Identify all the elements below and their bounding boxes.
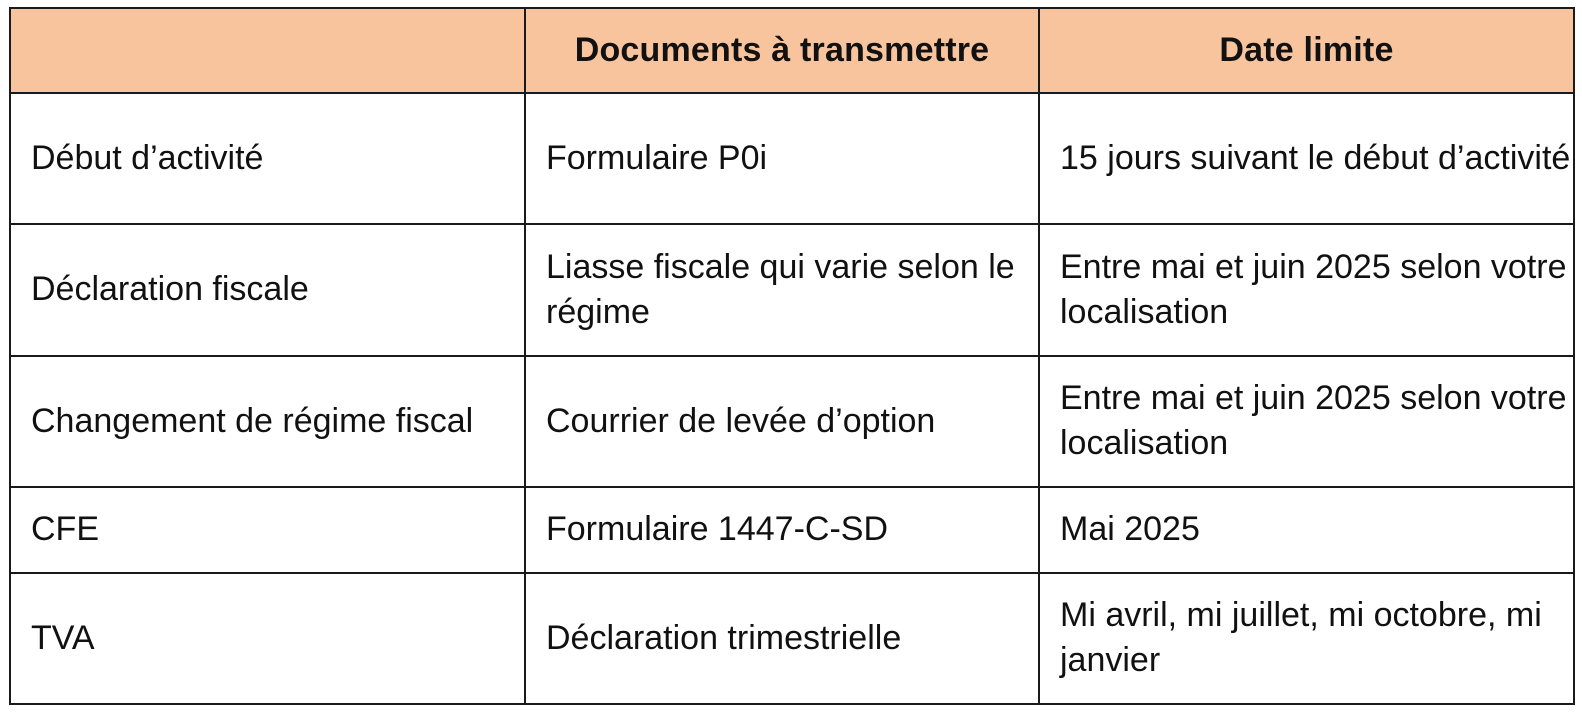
table-body (10, 93, 1574, 704)
cell-documents: Formulaire P0i (525, 93, 1039, 224)
cell-documents: Liasse fiscale qui varie selon le régime (525, 224, 1039, 355)
cell-deadline: Entre mai et juin 2025 selon votre localisation (1039, 356, 1574, 487)
cell-step: TVA (10, 573, 525, 704)
cell-step: Début d’activité (10, 93, 525, 224)
cell-step: Changement de régime fiscal (10, 356, 525, 487)
table-row (10, 93, 1574, 224)
cell-documents: Courrier de levée d’option (525, 356, 1039, 487)
cell-deadline: Entre mai et juin 2025 selon votre localisation (1039, 224, 1574, 355)
cell-documents: Formulaire 1447-C-SD (525, 487, 1039, 573)
cell-step: CFE (10, 487, 525, 573)
cell-deadline: Mai 2025 (1039, 487, 1574, 573)
table-row (10, 356, 1574, 487)
header-cell-empty (10, 8, 525, 93)
table-row (10, 224, 1574, 355)
cell-documents: Déclaration trimestrielle (525, 573, 1039, 704)
header-row (10, 8, 1574, 93)
cell-deadline: Mi avril, mi juillet, mi octobre, mi janvier (1039, 573, 1574, 704)
header-cell-documents: Documents à transmettre (525, 8, 1039, 93)
deadlines-table-container (9, 7, 1573, 705)
cell-deadline: 15 jours suivant le début d’activité (1039, 93, 1574, 224)
table-header (10, 8, 1574, 93)
header-cell-deadline: Date limite (1039, 8, 1574, 93)
deadlines-table (9, 7, 1575, 705)
table-row (10, 487, 1574, 573)
cell-step: Déclaration fiscale (10, 224, 525, 355)
table-row (10, 573, 1574, 704)
